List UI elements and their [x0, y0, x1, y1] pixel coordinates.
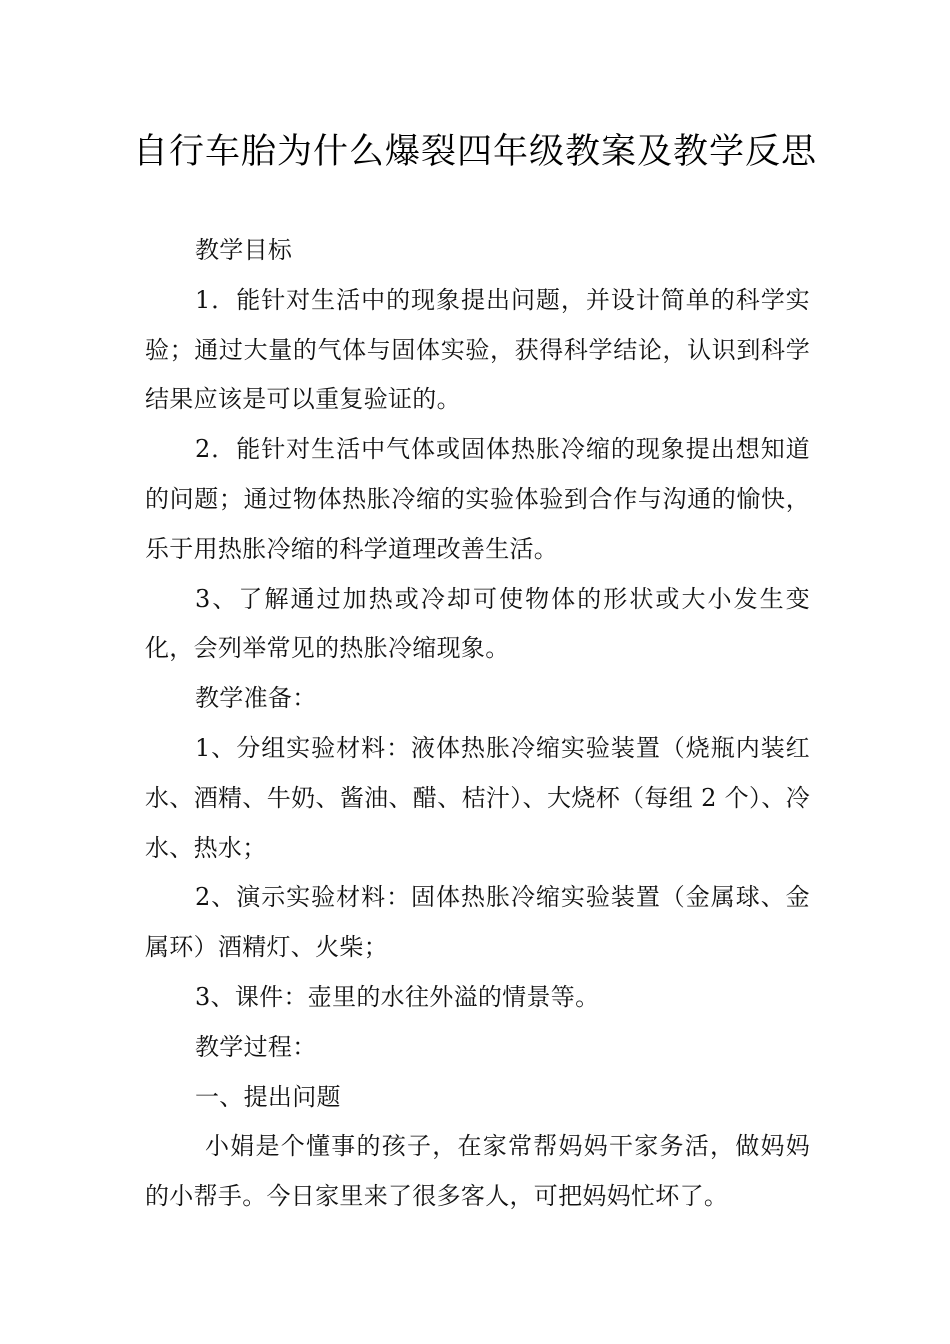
goal-item-2: 2．能针对生活中气体或固体热胀冷缩的现象提出想知道的问题；通过物体热胀冷缩的实验体验到合作与沟通的愉快，乐于用热胀冷缩的科学道理改善生活。: [145, 435, 810, 563]
goal-item-1: 1．能针对生活中的现象提出问题，并设计简单的科学实验；通过大量的气体与固体实验，获得科学结论，认识到科学结果应该是可以重复验证的。: [145, 285, 810, 414]
document-body: [145, 226, 810, 1222]
heading-teaching-preparation: 教学准备：: [195, 684, 317, 713]
document-title: 自行车胎为什么爆裂四年级教案及教学反思: [132, 132, 817, 172]
section-raise-question: 一、提出问题: [195, 1082, 341, 1111]
story-paragraph: 小娟是个懂事的孩子，在家常帮妈妈干家务活，做妈妈的小帮手。今日家里来了很多客人，可把妈妈忙坏了。: [145, 1132, 810, 1211]
goal-item-3: 3、了解通过加热或冷却可使物体的形状或大小发生变化，会列举常见的热胀冷缩现象。: [145, 584, 810, 663]
heading-teaching-goals: 教学目标: [195, 236, 293, 264]
preparation-item-3: 3、课件：壶里的水往外溢的情景等。: [195, 982, 600, 1011]
preparation-item-2: 2、演示实验材料：固体热胀冷缩实验装置（金属球、金属环）酒精灯、火柴；: [145, 883, 810, 962]
heading-teaching-process: 教学过程：: [195, 1032, 317, 1061]
preparation-item-1: 1、分组实验材料：液体热胀冷缩实验装置（烧瓶内装红水、酒精、牛奶、酱油、醋、桔汁）、大烧杯（每组 2 个）、冷水、热水；: [145, 733, 810, 862]
